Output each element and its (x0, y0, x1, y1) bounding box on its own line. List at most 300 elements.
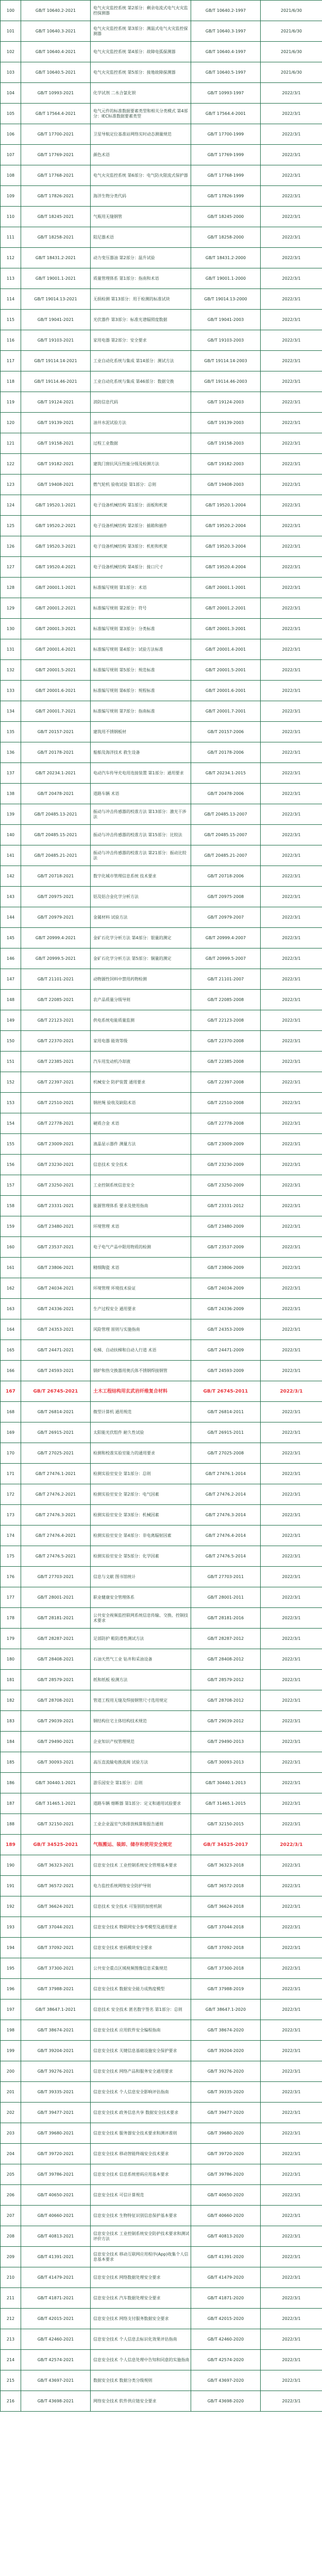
cell-replaced-standard: GB/T 42574-2020 (191, 2350, 261, 2370)
cell-standard-code: GB/T 20001.4-2021 (21, 639, 91, 660)
cell-effective-date: 2022/3/1 (261, 1299, 322, 1319)
cell-standard-name: 电子设备机械结构 第3部分：机柜和机架 (91, 536, 191, 557)
cell-replaced-standard: GB/T 27703-2011 (191, 1567, 261, 1587)
cell-standard-code: GB/T 19520.3-2021 (21, 536, 91, 557)
cell-standard-code: GB/T 41479-2021 (21, 2267, 91, 2288)
cell-effective-date: 2022/3/1 (261, 1155, 322, 1175)
table-row (1, 2350, 322, 2370)
table-row (1, 1340, 322, 1361)
cell-standard-code: GB/T 19114.14-2021 (21, 351, 91, 371)
cell-standard-name: 信息安全技术 个人信息处理中告知和同意的实施指南 (91, 2350, 191, 2370)
cell-standard-code: GB/T 22397-2021 (21, 1072, 91, 1093)
cell-replaced-standard: GB/T 34525-2017 (191, 1835, 261, 1855)
cell-standard-name: 气瓶搬运、装卸、储存和使用安全规定 (91, 1835, 191, 1855)
cell-replaced-standard: GB/T 19014.13-2000 (191, 289, 261, 310)
cell-effective-date: 2022/3/1 (261, 2103, 322, 2123)
cell-number: 193 (1, 1917, 21, 1938)
cell-replaced-standard: GB/T 22778-2008 (191, 1113, 261, 1134)
cell-standard-code: GB/T 23331-2021 (21, 1196, 91, 1216)
cell-standard-name: 动力变压器油 第2部分：温升试验 (91, 248, 191, 268)
cell-standard-code: GB/T 19114.46-2021 (21, 371, 91, 392)
cell-number: 102 (1, 42, 21, 62)
cell-replaced-standard: GB/T 19408-2003 (191, 474, 261, 495)
cell-effective-date: 2022/3/1 (261, 1113, 322, 1134)
cell-standard-name: 检测和校准实验室能力的通用要求 (91, 1443, 191, 1464)
cell-effective-date: 2022/3/1 (261, 454, 322, 474)
cell-effective-date: 2022/3/1 (261, 866, 322, 887)
cell-standard-code: GB/T 31465.1-2021 (21, 1793, 91, 1814)
cell-standard-name: 信息安全技术 生物特征识别信息保护基本要求 (91, 2206, 191, 2226)
cell-number: 146 (1, 948, 21, 969)
cell-effective-date: 2022/3/1 (261, 1711, 322, 1732)
cell-replaced-standard: GB/T 19114.14-2003 (191, 351, 261, 371)
table-row (1, 1567, 322, 1587)
cell-standard-name: 钢丝绳 验收及缺陷术语 (91, 1093, 191, 1113)
table-row (1, 536, 322, 557)
cell-number: 126 (1, 536, 21, 557)
table-row (1, 2247, 322, 2267)
cell-effective-date: 2022/3/1 (261, 1402, 322, 1422)
cell-standard-name: 标准编写规则 第5部分：规范标准 (91, 660, 191, 681)
cell-effective-date: 2022/3/1 (261, 1196, 322, 1216)
cell-effective-date: 2022/3/1 (261, 928, 322, 948)
cell-standard-code: GB/T 18245-2021 (21, 207, 91, 227)
table-row (1, 887, 322, 907)
cell-number: 166 (1, 1361, 21, 1381)
cell-effective-date: 2022/3/1 (261, 763, 322, 784)
table-row (1, 990, 322, 1010)
cell-standard-name: 工业自动化系统与集成 第14部分：测试方法 (91, 351, 191, 371)
cell-number: 141 (1, 845, 21, 866)
cell-standard-name: 太阳能光伏组件 耐久性试验 (91, 1422, 191, 1443)
cell-replaced-standard: GB/T 27476.3-2014 (191, 1505, 261, 1526)
cell-replaced-standard: GB/T 40660-2020 (191, 2206, 261, 2226)
cell-standard-code: GB/T 39335-2021 (21, 2082, 91, 2103)
table-row (1, 1608, 322, 1629)
cell-standard-code: GB/T 22385-2021 (21, 1052, 91, 1072)
cell-number: 116 (1, 330, 21, 351)
cell-replaced-standard: GB/T 20001.6-2001 (191, 681, 261, 701)
cell-replaced-standard: GB/T 26814-2011 (191, 1402, 261, 1422)
cell-number: 133 (1, 681, 21, 701)
cell-standard-code: GB/T 17769-2021 (21, 145, 91, 165)
cell-effective-date: 2022/3/1 (261, 1979, 322, 1999)
cell-standard-name: 家用电器 能效等级 (91, 1031, 191, 1052)
cell-standard-name: 电子设备机械结构 第2部分：插箱和插件 (91, 516, 191, 536)
cell-standard-name: 土木工程结构用玄武岩纤维复合材料 (91, 1381, 191, 1402)
cell-replaced-standard: GB/T 38674-2020 (191, 2020, 261, 2041)
table-row (1, 433, 322, 454)
cell-replaced-standard: GB/T 36572-2018 (191, 1876, 261, 1896)
cell-number: 154 (1, 1113, 21, 1134)
cell-effective-date: 2021/6/30 (261, 42, 322, 62)
cell-standard-code: GB/T 20975-2021 (21, 887, 91, 907)
cell-standard-name: 标准编写规则 第2部分：符号 (91, 598, 191, 619)
cell-standard-code: GB/T 39276-2021 (21, 2061, 91, 2082)
table-row (1, 516, 322, 536)
cell-replaced-standard: GB/T 29490-2013 (191, 1732, 261, 1752)
cell-replaced-standard: GB/T 10640.4-1997 (191, 42, 261, 62)
cell-standard-name: 建筑用不锈钢板材 (91, 722, 191, 742)
cell-standard-name: 生产过程安全 通用要求 (91, 1299, 191, 1319)
cell-effective-date: 2022/3/1 (261, 1010, 322, 1031)
cell-standard-code: GB/T 28287-2021 (21, 1629, 91, 1649)
cell-effective-date: 2022/3/1 (261, 1216, 322, 1237)
cell-effective-date: 2022/3/1 (261, 1278, 322, 1299)
cell-standard-name: 工业企业温室气体排放核算和报告通则 (91, 1814, 191, 1835)
cell-effective-date: 2022/3/1 (261, 2123, 322, 2144)
cell-number: 175 (1, 1546, 21, 1567)
table-row (1, 330, 322, 351)
table-row (1, 660, 322, 681)
table-row (1, 598, 322, 619)
table-row (1, 2206, 322, 2226)
cell-standard-name: 振动与冲击传感器的校准方法 第15部分：比较法 (91, 825, 191, 845)
table-row (1, 1155, 322, 1175)
table-row (1, 948, 322, 969)
cell-replaced-standard: GB/T 24336-2009 (191, 1299, 261, 1319)
cell-standard-name: 数据安全技术 数据分类分级规则 (91, 2370, 191, 2391)
cell-standard-name: 过程工业数据 (91, 433, 191, 454)
cell-effective-date: 2022/3/1 (261, 1361, 322, 1381)
cell-effective-date: 2022/3/1 (261, 1381, 322, 1402)
cell-effective-date: 2022/3/1 (261, 1340, 322, 1361)
cell-number: 169 (1, 1422, 21, 1443)
table-row (1, 62, 322, 83)
cell-replaced-standard: GB/T 20001.3-2001 (191, 619, 261, 639)
cell-replaced-standard: GB/T 20999.5-2007 (191, 948, 261, 969)
cell-standard-name: 信息安全技术 应用软件安全编程指南 (91, 2020, 191, 2041)
cell-replaced-standard: GB/T 23480-2009 (191, 1216, 261, 1237)
cell-effective-date: 2022/3/1 (261, 83, 322, 104)
cell-standard-name: 环境管理 术语 (91, 1216, 191, 1237)
table-row (1, 2288, 322, 2309)
table-row (1, 1835, 322, 1855)
cell-replaced-standard: GB/T 24353-2009 (191, 1319, 261, 1340)
cell-effective-date: 2022/3/1 (261, 310, 322, 330)
cell-standard-code: GB/T 42460-2021 (21, 2329, 91, 2350)
cell-standard-code: GB/T 23480-2021 (21, 1216, 91, 1237)
cell-number: 192 (1, 1896, 21, 1917)
cell-replaced-standard: GB/T 24593-2009 (191, 1361, 261, 1381)
cell-standard-name: 家用电器 第2部分：安全要求 (91, 330, 191, 351)
table-row (1, 2370, 322, 2391)
cell-standard-code: GB/T 10640.3-2021 (21, 21, 91, 42)
table-row (1, 83, 322, 104)
table-row (1, 1052, 322, 1072)
cell-number: 202 (1, 2103, 21, 2123)
cell-standard-name: 高压直流输电换流阀 试验方法 (91, 1752, 191, 1773)
cell-replaced-standard: GB/T 19158-2003 (191, 433, 261, 454)
cell-standard-code: GB/T 20999.4-2021 (21, 928, 91, 948)
cell-standard-code: GB/T 20485.21-2021 (21, 845, 91, 866)
cell-number: 152 (1, 1072, 21, 1093)
cell-standard-code: GB/T 18431.2-2021 (21, 248, 91, 268)
cell-standard-code: GB/T 26915-2021 (21, 1422, 91, 1443)
cell-number: 179 (1, 1629, 21, 1649)
cell-number: 211 (1, 2288, 21, 2309)
cell-replaced-standard: GB/T 20157-2006 (191, 722, 261, 742)
cell-replaced-standard: GB/T 37044-2018 (191, 1917, 261, 1938)
cell-number: 164 (1, 1319, 21, 1340)
cell-number: 206 (1, 2185, 21, 2206)
cell-number: 153 (1, 1093, 21, 1113)
cell-number: 130 (1, 619, 21, 639)
cell-replaced-standard: GB/T 20979-2007 (191, 907, 261, 928)
cell-replaced-standard: GB/T 22085-2008 (191, 990, 261, 1010)
cell-replaced-standard: GB/T 10993-1997 (191, 83, 261, 104)
cell-effective-date: 2022/3/1 (261, 1752, 322, 1773)
cell-effective-date: 2022/3/1 (261, 2082, 322, 2103)
table-row (1, 1526, 322, 1546)
cell-replaced-standard: GB/T 28001-2011 (191, 1587, 261, 1608)
cell-standard-code: GB/T 18258-2021 (21, 227, 91, 248)
table-row (1, 1732, 322, 1752)
cell-effective-date: 2022/3/1 (261, 145, 322, 165)
cell-effective-date: 2022/3/1 (261, 701, 322, 722)
cell-number: 172 (1, 1484, 21, 1505)
cell-effective-date: 2022/3/1 (261, 1649, 322, 1670)
cell-replaced-standard: GB/T 22397-2008 (191, 1072, 261, 1093)
cell-standard-code: GB/T 30440.1-2021 (21, 1773, 91, 1793)
cell-standard-code: GB/T 22778-2021 (21, 1113, 91, 1134)
cell-number: 190 (1, 1855, 21, 1876)
cell-number: 108 (1, 165, 21, 186)
table-row (1, 1299, 322, 1319)
cell-standard-code: GB/T 26814-2021 (21, 1402, 91, 1422)
table-row (1, 1793, 322, 1814)
cell-replaced-standard: GB/T 39204-2020 (191, 2041, 261, 2061)
cell-number: 150 (1, 1031, 21, 1052)
cell-effective-date: 2022/3/1 (261, 1134, 322, 1155)
cell-replaced-standard: GB/T 42015-2020 (191, 2309, 261, 2329)
cell-replaced-standard: GB/T 20178-2006 (191, 742, 261, 763)
cell-number: 167 (1, 1381, 21, 1402)
table-row (1, 371, 322, 392)
cell-standard-name: 电气火灾监控系统 第3部分：测温式电气火灾监控探测器 (91, 21, 191, 42)
cell-standard-name: 公共安全重点区域视频图像信息采集规范 (91, 1958, 191, 1979)
cell-standard-code: GB/T 37300-2021 (21, 1958, 91, 1979)
cell-number: 106 (1, 124, 21, 145)
cell-standard-code: GB/T 42015-2021 (21, 2309, 91, 2329)
cell-effective-date: 2022/3/1 (261, 536, 322, 557)
cell-effective-date: 2022/3/1 (261, 104, 322, 124)
cell-standard-name: 风险管理 原则与实施指南 (91, 1319, 191, 1340)
cell-standard-code: GB/T 22510-2021 (21, 1093, 91, 1113)
cell-standard-code: GB/T 20157-2021 (21, 722, 91, 742)
cell-standard-code: GB/T 19103-2021 (21, 330, 91, 351)
cell-standard-code: GB/T 20001.5-2021 (21, 660, 91, 681)
cell-effective-date: 2022/3/1 (261, 722, 322, 742)
cell-replaced-standard: GB/T 36323-2018 (191, 1855, 261, 1876)
cell-effective-date: 2022/3/1 (261, 1732, 322, 1752)
table-row (1, 1938, 322, 1958)
cell-effective-date: 2022/3/1 (261, 2144, 322, 2164)
cell-standard-code: GB/T 27476.1-2021 (21, 1464, 91, 1484)
cell-standard-code: GB/T 29039-2021 (21, 1711, 91, 1732)
cell-number: 104 (1, 83, 21, 104)
cell-standard-name: 电气火灾监控系统 第6部分：电气防火限流式保护器 (91, 165, 191, 186)
table-row (1, 351, 322, 371)
cell-standard-name: 信息安全技术 汽车数据处理安全要求 (91, 2288, 191, 2309)
table-row (1, 2309, 322, 2329)
cell-replaced-standard: GB/T 10640.2-1997 (191, 1, 261, 21)
cell-standard-code: GB/T 28001-2021 (21, 1587, 91, 1608)
cell-effective-date: 2022/3/1 (261, 1237, 322, 1258)
cell-standard-name: 能源管理体系 要求及使用指南 (91, 1196, 191, 1216)
cell-replaced-standard: GB/T 27476.1-2014 (191, 1464, 261, 1484)
cell-standard-code: GB/T 23250-2021 (21, 1175, 91, 1196)
cell-number: 176 (1, 1567, 21, 1587)
cell-standard-name: 检测实验室安全 第2部分：电气因素 (91, 1484, 191, 1505)
cell-standard-code: GB/T 32150-2021 (21, 1814, 91, 1835)
cell-replaced-standard: GB/T 23537-2009 (191, 1237, 261, 1258)
cell-replaced-standard: GB/T 10640.5-1997 (191, 62, 261, 83)
cell-standard-code: GB/T 22123-2021 (21, 1010, 91, 1031)
cell-replaced-standard: GB/T 39680-2020 (191, 2123, 261, 2144)
cell-standard-code: GB/T 42574-2021 (21, 2350, 91, 2370)
cell-replaced-standard: GB/T 39786-2020 (191, 2164, 261, 2185)
cell-replaced-standard: GB/T 17826-1999 (191, 186, 261, 207)
table-row (1, 227, 322, 248)
cell-effective-date: 2022/3/1 (261, 660, 322, 681)
cell-standard-name: 电动汽车传导充电用连接装置 第1部分：通用要求 (91, 763, 191, 784)
cell-effective-date: 2022/3/1 (261, 186, 322, 207)
table-row (1, 1773, 322, 1793)
cell-replaced-standard: GB/T 39477-2020 (191, 2103, 261, 2123)
cell-number: 204 (1, 2144, 21, 2164)
cell-standard-code: GB/T 10640.4-2021 (21, 42, 91, 62)
cell-number: 127 (1, 557, 21, 578)
cell-standard-code: GB/T 22085-2021 (21, 990, 91, 1010)
cell-number: 160 (1, 1237, 21, 1258)
cell-replaced-standard: GB/T 37092-2018 (191, 1938, 261, 1958)
cell-effective-date: 2022/3/1 (261, 742, 322, 763)
cell-replaced-standard: GB/T 29039-2012 (191, 1711, 261, 1732)
cell-effective-date: 2022/3/1 (261, 2370, 322, 2391)
cell-standard-code: GB/T 10640.5-2021 (21, 62, 91, 83)
cell-standard-code: GB/T 39204-2021 (21, 2041, 91, 2061)
cell-number: 120 (1, 413, 21, 433)
cell-number: 216 (1, 2391, 21, 2412)
cell-replaced-standard: GB/T 23009-2009 (191, 1134, 261, 1155)
cell-number: 178 (1, 1608, 21, 1629)
cell-effective-date: 2022/3/1 (261, 1072, 322, 1093)
table-row (1, 1629, 322, 1649)
table-row (1, 1814, 322, 1835)
cell-standard-name: 金矿石化学分析方法 第4部分：银量的测定 (91, 928, 191, 948)
table-row (1, 1361, 322, 1381)
cell-effective-date: 2022/3/1 (261, 784, 322, 804)
cell-standard-name: 信息安全技术 网络支付服务数据安全要求 (91, 2309, 191, 2329)
cell-standard-name: 信息安全技术 个人信息去标识化效果评估指南 (91, 2329, 191, 2350)
cell-standard-name: 工业控制系统信息安全 (91, 1175, 191, 1196)
cell-replaced-standard: GB/T 28181-2016 (191, 1608, 261, 1629)
cell-standard-code: GB/T 41871-2021 (21, 2288, 91, 2309)
cell-standard-code: GB/T 17564.4-2021 (21, 104, 91, 124)
cell-replaced-standard: GB/T 27476.5-2014 (191, 1546, 261, 1567)
cell-effective-date: 2022/3/1 (261, 887, 322, 907)
cell-replaced-standard: GB/T 22370-2008 (191, 1031, 261, 1052)
table-row (1, 1258, 322, 1278)
cell-number: 186 (1, 1773, 21, 1793)
cell-effective-date: 2022/3/1 (261, 1629, 322, 1649)
cell-number: 189 (1, 1835, 21, 1855)
cell-standard-name: 信息安全技术 数据安全能力成熟度模型 (91, 1979, 191, 1999)
table-row (1, 2103, 322, 2123)
cell-replaced-standard: GB/T 42460-2020 (191, 2329, 261, 2350)
table-row (1, 1917, 322, 1938)
table-row (1, 1134, 322, 1155)
cell-standard-name: 电气火灾监控系统 第4部分：故障电弧探测器 (91, 42, 191, 62)
cell-number: 159 (1, 1216, 21, 1237)
table-row (1, 578, 322, 598)
cell-effective-date: 2022/3/1 (261, 2247, 322, 2267)
cell-number: 115 (1, 310, 21, 330)
cell-replaced-standard: GB/T 19139-2003 (191, 413, 261, 433)
cell-effective-date: 2022/3/1 (261, 124, 322, 145)
cell-standard-code: GB/T 10993-2021 (21, 83, 91, 104)
cell-number: 212 (1, 2309, 21, 2329)
cell-standard-code: GB/T 19001.1-2021 (21, 268, 91, 289)
cell-standard-name: 检测实验室安全 第5部分：化学因素 (91, 1546, 191, 1567)
cell-standard-name: 电气火灾监控系统 第2部分：剩余电流式电气火灾监控探测器 (91, 1, 191, 21)
cell-number: 105 (1, 104, 21, 124)
cell-effective-date: 2022/3/1 (261, 1031, 322, 1052)
table-row (1, 1649, 322, 1670)
cell-replaced-standard: GB/T 20718-2006 (191, 866, 261, 887)
cell-effective-date: 2022/3/1 (261, 268, 322, 289)
table-row (1, 1752, 322, 1773)
table-row (1, 310, 322, 330)
table-row (1, 1113, 322, 1134)
cell-standard-name: 信息安全技术 工业控制系统安全防护技术要求和测试评价方法 (91, 2226, 191, 2247)
cell-standard-code: GB/T 19520.1-2021 (21, 495, 91, 516)
cell-number: 157 (1, 1175, 21, 1196)
cell-standard-name: 标准编写规则 第7部分：指南标准 (91, 701, 191, 722)
cell-standard-name: 标准编写规则 第4部分：试验方法标准 (91, 639, 191, 660)
cell-standard-name: 海洋生物分类代码 (91, 186, 191, 207)
cell-effective-date: 2022/3/1 (261, 1484, 322, 1505)
cell-effective-date: 2022/3/1 (261, 1567, 322, 1587)
table-row (1, 1319, 322, 1340)
cell-effective-date: 2021/6/30 (261, 1, 322, 21)
cell-number: 138 (1, 784, 21, 804)
table-row (1, 681, 322, 701)
cell-replaced-standard: GB/T 23250-2009 (191, 1175, 261, 1196)
cell-number: 181 (1, 1670, 21, 1690)
cell-number: 128 (1, 578, 21, 598)
cell-number: 121 (1, 433, 21, 454)
cell-effective-date: 2022/3/1 (261, 413, 322, 433)
cell-standard-name: 电气火灾监控系统 第5部分：接地故障探测器 (91, 62, 191, 83)
cell-effective-date: 2022/3/1 (261, 474, 322, 495)
cell-standard-name: 气瓶用无缝钢管 (91, 207, 191, 227)
cell-effective-date: 2022/3/1 (261, 2020, 322, 2041)
cell-replaced-standard: GB/T 23230-2009 (191, 1155, 261, 1175)
cell-number: 203 (1, 2123, 21, 2144)
cell-standard-name: 阻尼器术语 (91, 227, 191, 248)
cell-number: 101 (1, 21, 21, 42)
table-row (1, 825, 322, 845)
cell-effective-date: 2022/3/1 (261, 2288, 322, 2309)
cell-number: 122 (1, 454, 21, 474)
cell-number: 170 (1, 1443, 21, 1464)
table-row (1, 1958, 322, 1979)
cell-standard-name: 燃气轮机 验收试验 第1部分：总则 (91, 474, 191, 495)
cell-replaced-standard: GB/T 19520.3-2004 (191, 536, 261, 557)
table-row (1, 1484, 322, 1505)
